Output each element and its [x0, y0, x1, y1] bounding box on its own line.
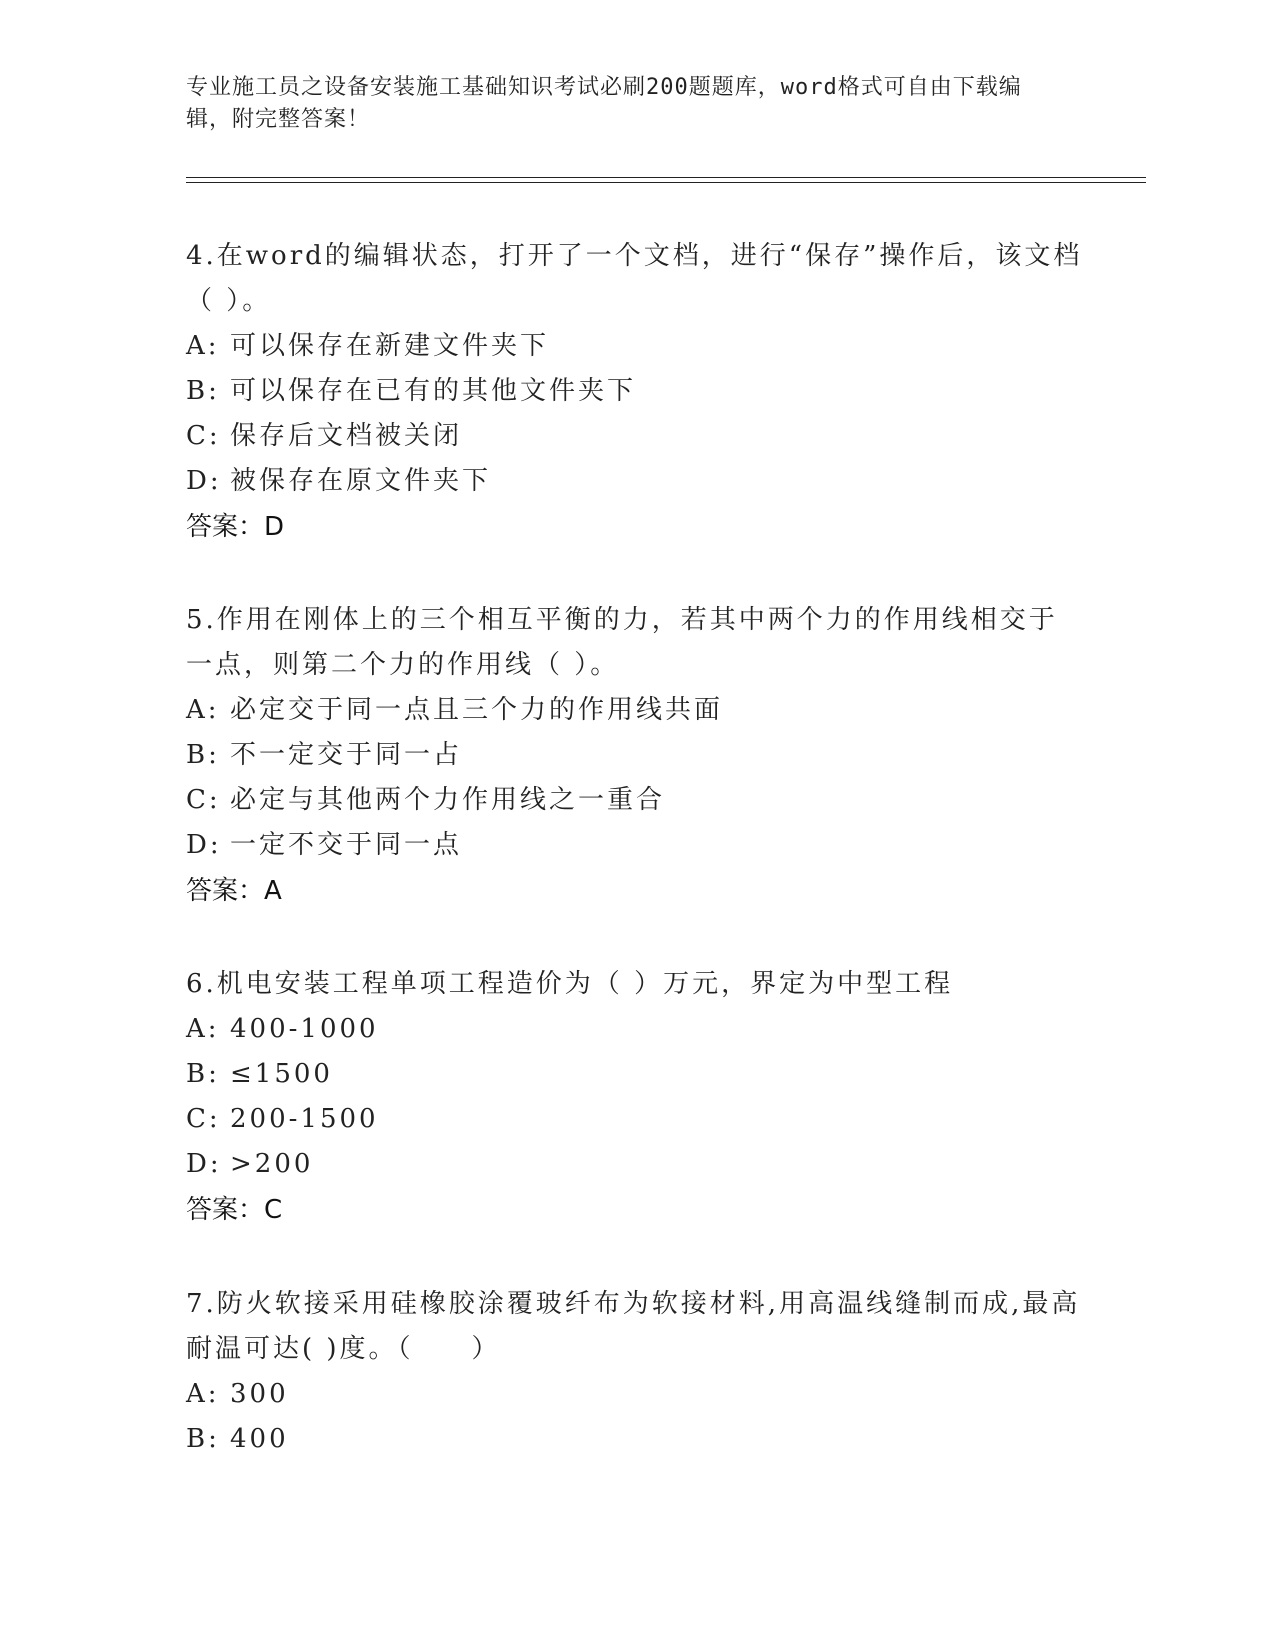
option-a: [186, 688, 1086, 733]
option-text: 必定与其他两个力作用线之一重合: [230, 785, 666, 815]
question-stem: 6.机电安装工程单项工程造价为（ ）万元，界定为中型工程: [186, 969, 954, 999]
option-b: [186, 1052, 1086, 1097]
question-block: [186, 1282, 1086, 1462]
option-text: 300: [230, 1379, 289, 1409]
option-d: [186, 459, 1086, 504]
option-text: 被保存在原文件夹下: [230, 466, 492, 496]
option-text: 保存后文档被关闭: [230, 421, 463, 451]
header-divider-top: [186, 177, 1146, 178]
answer-line: 答案：D: [186, 512, 285, 542]
option-text: 可以保存在已有的其他文件夹下: [230, 376, 637, 406]
option-text: ≤1500: [230, 1059, 333, 1089]
header-divider-bottom: [186, 182, 1146, 183]
option-text: 400-1000: [230, 1014, 379, 1044]
option-a: [186, 1007, 1086, 1052]
option-c: [186, 414, 1086, 459]
option-letter: D:: [186, 466, 222, 496]
option-a: [186, 1372, 1086, 1417]
option-letter: C:: [186, 1104, 221, 1134]
option-a: [186, 324, 1086, 369]
question-stem: 7.防火软接采用硅橡胶涂覆玻纤布为软接材料,用高温线缝制而成,最高耐温可达( )度。（ ）: [186, 1289, 1081, 1364]
option-letter: C:: [186, 421, 221, 451]
option-d: [186, 823, 1086, 868]
option-text: 不一定交于同一占: [230, 740, 463, 770]
question-block: [186, 598, 1086, 914]
question-block: [186, 962, 1086, 1233]
answer-line: 答案：C: [186, 1195, 283, 1225]
option-letter: B:: [186, 376, 220, 406]
document-header-title: 专业施工员之设备安装施工基础知识考试必刷200题题库，word格式可自由下载编辑，附完整答案！: [186, 75, 1022, 132]
question-block: [186, 234, 1086, 550]
option-letter: D:: [186, 830, 222, 860]
option-c: [186, 1097, 1086, 1142]
question-stem: 4.在word的编辑状态，打开了一个文档，进行“保存”操作后，该文档（ ）。: [186, 241, 1083, 316]
question-stem: 5.作用在刚体上的三个相互平衡的力，若其中两个力的作用线相交于一点，则第二个力的作用线（ ）。: [186, 605, 1058, 680]
option-letter: A:: [186, 695, 220, 725]
option-letter: B:: [186, 740, 220, 770]
option-letter: A:: [186, 1014, 220, 1044]
option-b: [186, 1417, 1086, 1462]
option-letter: B:: [186, 1424, 220, 1454]
option-letter: C:: [186, 785, 221, 815]
option-letter: A:: [186, 1379, 220, 1409]
option-letter: B:: [186, 1059, 220, 1089]
option-letter: D:: [186, 1149, 222, 1179]
option-b: [186, 733, 1086, 778]
option-text: >200: [230, 1149, 314, 1179]
option-letter: A:: [186, 331, 220, 361]
option-text: 必定交于同一点且三个力的作用线共面: [230, 695, 724, 725]
option-d: [186, 1142, 1086, 1187]
answer-line: 答案：A: [186, 876, 282, 906]
option-text: 400: [230, 1424, 289, 1454]
option-text: 200-1500: [230, 1104, 379, 1134]
option-b: [186, 369, 1086, 414]
option-text: 可以保存在新建文件夹下: [230, 331, 550, 361]
option-text: 一定不交于同一点: [230, 830, 463, 860]
option-c: [186, 778, 1086, 823]
